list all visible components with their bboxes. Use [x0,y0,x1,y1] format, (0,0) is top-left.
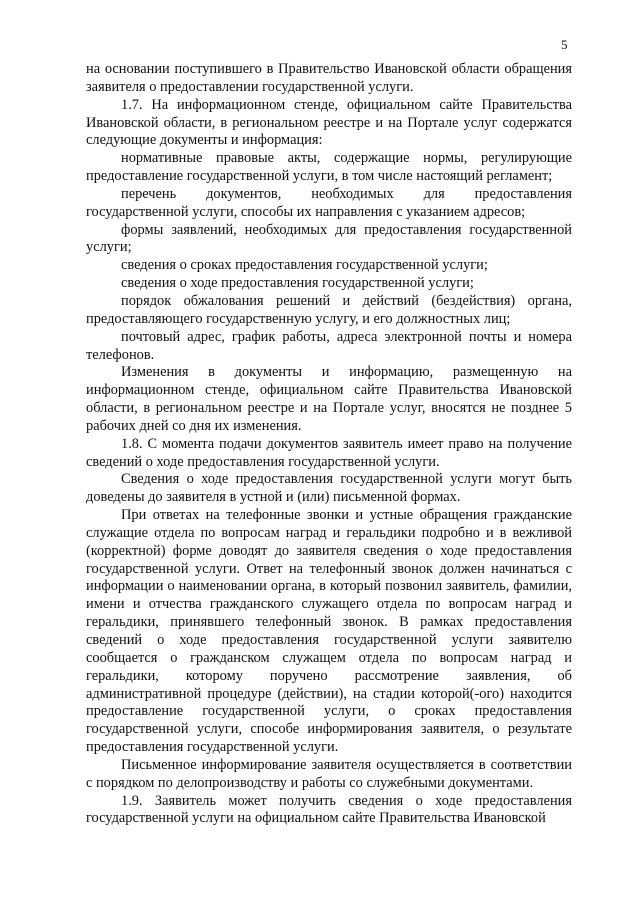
document-body [86,61,572,828]
list-item: почтовый адрес, график работы, адреса электронной почты и номера телефонов. [86,328,572,363]
paragraph: Изменения в документы и информацию, размещенную на информационном стенде, официальном сайте Правительства Ивановской области, в региональном реестре и на Портале услуг, вносятся не позднее 5 рабочих дней со дня их изменения. [86,364,572,434]
list-item: нормативные правовые акты, содержащие нормы, регулирующие предоставление государственной услуги, в том числе настоящий регламент; [86,150,572,185]
paragraph: на основании поступившего в Правительство Ивановской области обращения заявителя о предоставлении государственной услуги. [86,61,572,95]
list-item: порядок обжалования решений и действий (бездействия) органа, предоставляющего государственную услугу, и его должностных лиц; [86,292,572,327]
paragraph: 1.8. С момента подачи документов заявитель имеет право на получение сведений о ходе предоставления государственной услуги. [86,435,572,470]
paragraph: Письменное информирование заявителя осуществляется в соответствии с порядком по делопроизводству и работы со служебными документами. [86,756,572,791]
list-item: перечень документов, необходимых для предоставления государственной услуги, способы их направления с указанием адресов; [86,185,572,220]
paragraph: 1.7. На информационном стенде, официальном сайте Правительства Ивановской области, в региональном реестре и на Портале услуг содержатся следующие документы и информация: [86,96,572,149]
paragraph: 1.9. Заявитель может получить сведения о ходе предоставления государственной услуги на официальном сайте Правительства Ивановской [86,792,572,827]
list-item: формы заявлений, необходимых для предоставления государственной услуги; [86,221,572,256]
list-item: сведения о сроках предоставления государственной услуги; [121,257,488,274]
paragraph: При ответах на телефонные звонки и устные обращения гражданские служащие отдела по вопросам наград и геральдики подробно и в вежливой (корректной) форме доводят до заявителя сведения о ходе предоставления государственной услуги. Ответ на телефонный звонок должен начинаться с информации о наименовании органа, в который позвонил заявитель, фамилии, имени и отчества гражданского служащего отдела по вопросам наград и геральдики, принявшего телефонный звонок. В рамках предоставления сведений о ходе предоставления государственной услуги заявителю сообщается о гражданском служащем отдела по вопросам наград и геральдики, которому поручено рассмотрение заявления, об административной процедуре (действии), на стадии которой(-ого) находится предоставление государственной услуги, о сроках предоставления государственной услуги, способе информирования заявителя, о результате предоставления государственной услуги. [86,507,572,756]
paragraph: Сведения о ходе предоставления государственной услуги могут быть доведены до заявителя в устной и (или) письменной формах. [86,471,572,506]
list-item: сведения о ходе предоставления государственной услуги; [121,275,474,292]
page-number: 5 [561,37,568,52]
